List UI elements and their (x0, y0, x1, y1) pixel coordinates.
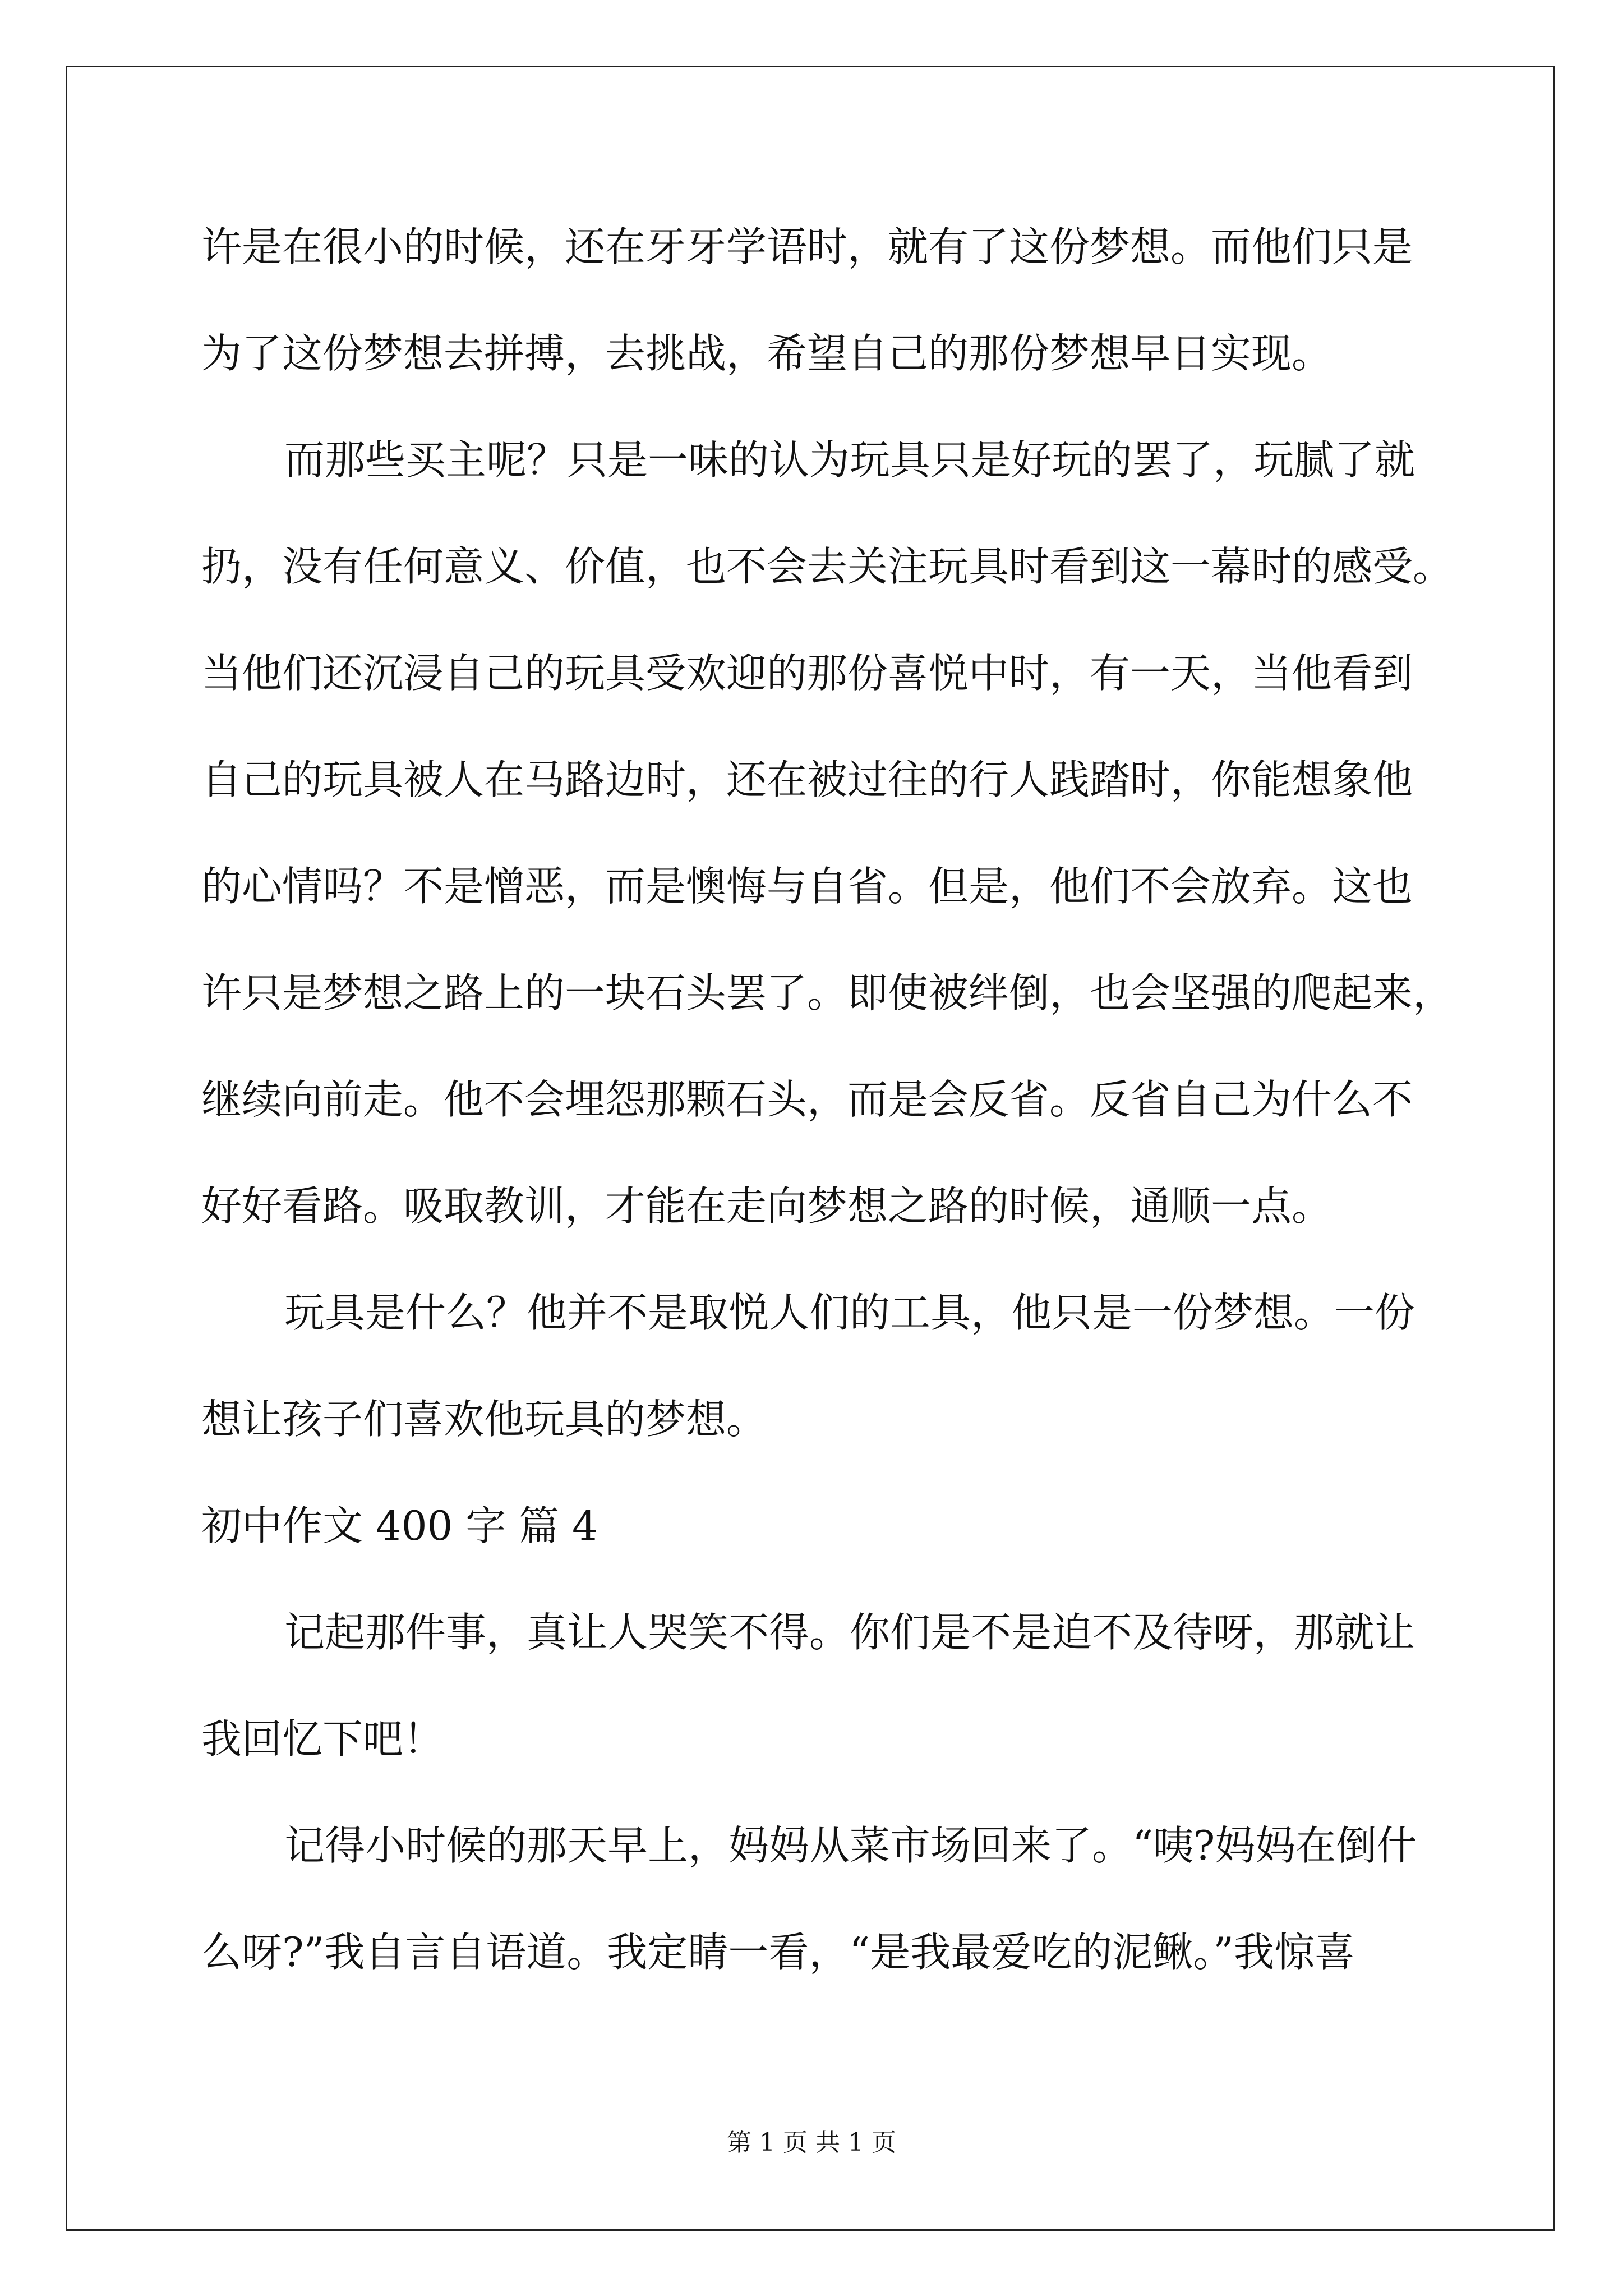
paragraph-line: 继续向前走。他不会埋怨那颗石头，而是会反省。反省自己为什么不 (201, 1076, 1413, 1123)
page-border (66, 66, 1555, 2231)
paragraph-line: 的心情吗？不是憎恶，而是懊悔与自省。但是，他们不会放弃。这也 (201, 863, 1413, 910)
paragraph-line: 我回忆下吧！ (201, 1715, 444, 1763)
paragraph-line: 么呀?”我自言自语道。我定睛一看，“是我最爱吃的泥鳅。”我惊喜 (201, 1929, 1355, 1976)
paragraph-line: 许是在很小的时候，还在牙牙学语时，就有了这份梦想。而他们只是 (201, 223, 1413, 270)
paragraph-line: 扔，没有任何意义、价值，也不会去关注玩具时看到这一幕时的感受。 (201, 543, 1454, 590)
paragraph-line: 许只是梦想之路上的一块石头罢了。即使被绊倒，也会坚强的爬起来， (201, 969, 1454, 1016)
paragraph-line: 记起那件事，真让人哭笑不得。你们是不是迫不及待呀，那就让 (284, 1609, 1415, 1656)
section-heading: 初中作文 400 字 篇 4 (201, 1502, 598, 1549)
paragraph-line: 玩具是什么？他并不是取悦人们的工具，他只是一份梦想。一份 (284, 1289, 1415, 1336)
page-footer: 第 1 页 共 1 页 (727, 2128, 896, 2157)
paragraph-line: 好好看路。吸取教训，才能在走向梦想之路的时候，通顺一点。 (201, 1182, 1332, 1230)
paragraph-line: 当他们还沉浸自己的玩具受欢迎的那份喜悦中时，有一天，当他看到 (201, 650, 1413, 697)
paragraph-line: 记得小时候的那天早上，妈妈从菜市场回来了。“咦?妈妈在倒什 (284, 1822, 1417, 1869)
paragraph-line: 而那些买主呢？只是一味的认为玩具只是好玩的罢了，玩腻了就 (284, 436, 1415, 484)
paragraph-line: 为了这份梦想去拼搏，去挑战，希望自己的那份梦想早日实现。 (201, 330, 1332, 377)
paragraph-line: 自己的玩具被人在马路边时，还在被过往的行人践踏时，你能想象他 (201, 756, 1413, 803)
paragraph-line: 想让孩子们喜欢他玩具的梦想。 (201, 1396, 767, 1443)
